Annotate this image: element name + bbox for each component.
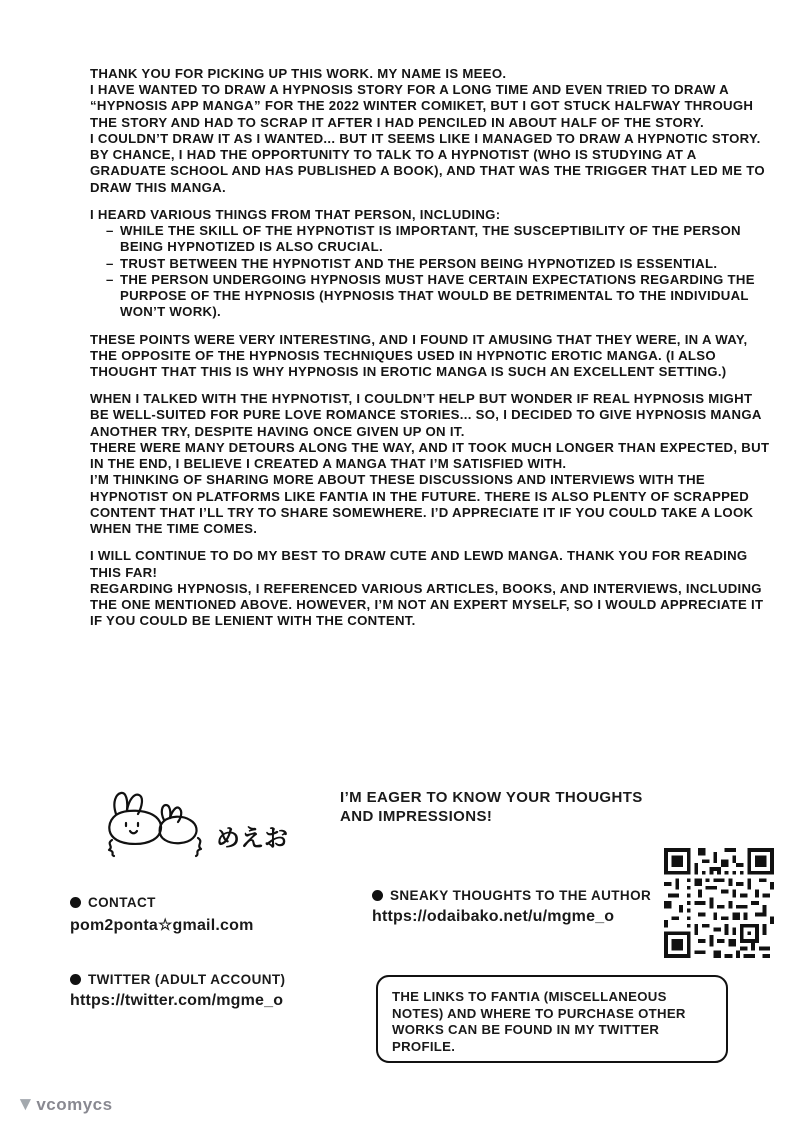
- watermark-label: vcomycs: [36, 1095, 113, 1114]
- contact-label-row: [70, 895, 340, 910]
- afterword-line: I COULDN’T DRAW IT AS I WANTED... BUT IT SEEMS LIKE I MANAGED TO DRAW A HYPNOTIC STORY. BY CHANCE, I HAD THE OPPORTUNITY TO TALK TO A HYPNOTIST (WHO IS STUDYING AT A GRADUATE SCHOOL AND HAS PUBLISHED A BOOK), AND THAT WAS THE TRIGGER THAT LED ME TO DRAW THIS MANGA.: [90, 130, 765, 195]
- note-box: THE LINKS TO FANTIA (MISCELLANEOUS NOTES) AND WHERE TO PURCHASE OTHER WORKS CAN BE FOUND IN MY TWITTER PROFILE.: [376, 975, 728, 1063]
- bullet-dot-icon: [70, 897, 81, 908]
- paragraph-gap: [90, 537, 770, 548]
- dash-icon: –: [106, 223, 114, 239]
- paragraph-gap: [90, 380, 770, 391]
- afterword-line: I WILL CONTINUE TO DO MY BEST TO DRAW CUTE AND LEWD MANGA. THANK YOU FOR READING THIS FAR!: [90, 548, 748, 580]
- afterword-text: [90, 66, 770, 630]
- dash-icon: –: [106, 271, 114, 287]
- list-item: [90, 223, 770, 255]
- list-item-label: TRUST BETWEEN THE HYPNOTIST AND THE PERSON BEING HYPNOTIZED IS ESSENTIAL.: [120, 255, 718, 271]
- afterword-line: THANK YOU FOR PICKING UP THIS WORK. MY NAME IS MEEO.: [90, 66, 507, 81]
- paragraph-gap: [90, 196, 770, 207]
- bullet-dot-icon: [70, 974, 81, 985]
- sneaky-link[interactable]: https://odaibako.net/u/mgme_o: [372, 908, 615, 925]
- twitter-link[interactable]: https://twitter.com/mgme_o: [70, 992, 284, 1009]
- qr-code-icon[interactable]: [664, 848, 774, 958]
- list-item-label: WHILE THE SKILL OF THE HYPNOTIST IS IMPORTANT, THE SUSCEPTIBILITY OF THE PERSON BEING HYPNOTIZED IS ALSO CRUCIAL.: [120, 223, 741, 255]
- afterword-line: I HEARD VARIOUS THINGS FROM THAT PERSON, INCLUDING:: [90, 206, 501, 222]
- hypnosis-points-list: [90, 223, 770, 320]
- afterword-line: THERE WERE MANY DETOURS ALONG THE WAY, AND IT TOOK MUCH LONGER THAN EXPECTED, BUT IN THE END, I BELIEVE I CREATED A MANGA THAT I’M SATISFIED WITH.: [90, 439, 770, 472]
- contact-label: CONTACT: [88, 895, 156, 910]
- twitter-label: TWITTER (ADULT ACCOUNT): [88, 972, 286, 987]
- twitter-label-row: [70, 972, 360, 987]
- bullet-dot-icon: [372, 890, 383, 901]
- watermark-v-icon: ▼: [16, 1094, 36, 1115]
- sneaky-thoughts-block: [372, 888, 672, 926]
- rabbit-mascot-doodle: [98, 788, 288, 858]
- eager-message: I’M EAGER TO KNOW YOUR THOUGHTS AND IMPRESSIONS!: [340, 789, 643, 825]
- dash-icon: –: [106, 255, 114, 271]
- list-item-label: THE PERSON UNDERGOING HYPNOSIS MUST HAVE CERTAIN EXPECTATIONS REGARDING THE PURPOSE OF THE HYPNOSIS (HYPNOSIS THAT WOULD BE DETRIMENTAL TO THE INDIVIDUAL WON’T WORK).: [120, 271, 755, 320]
- list-item: [90, 272, 770, 321]
- signature-name: めえお: [216, 825, 288, 852]
- sneaky-label-row: [372, 888, 672, 903]
- list-item: [90, 256, 770, 272]
- paragraph-gap: [90, 321, 770, 332]
- afterword-line: WHEN I TALKED WITH THE HYPNOTIST, I COULDN’T HELP BUT WONDER IF REAL HYPNOSIS MIGHT BE WELL-SUITED FOR PURE LOVE ROMANCE STORIES... SO, I DECIDED TO GIVE HYPNOSIS MANGA ANOTHER TRY, DESPITE HAVING ONCE GIVEN UP ON IT.: [90, 391, 762, 439]
- contact-email[interactable]: pom2ponta☆gmail.com: [70, 917, 254, 934]
- afterword-line: I’M THINKING OF SHARING MORE ABOUT THESE DISCUSSIONS AND INTERVIEWS WITH THE HYPNOTIST ON PLATFORMS LIKE FANTIA IN THE FUTURE. THERE IS ALSO PLENTY OF SCRAPPED CONTENT THAT I’LL TRY TO SHARE SOMEWHERE. I’D APPRECIATE IT IF YOU COULD TAKE A LOOK WHEN THE TIME COMES.: [90, 472, 754, 537]
- afterword-line: I HAVE WANTED TO DRAW A HYPNOSIS STORY FOR A LONG TIME AND EVEN TRIED TO DRAW A “HYPNOSIS APP MANGA” FOR THE 2022 WINTER COMIKET, BUT I GOT STUCK HALFWAY THROUGH THE STORY AND HAD TO SCRAP IT AFTER I HAD PENCILED IN ABOUT HALF OF THE STORY.: [90, 82, 754, 130]
- contact-block: [70, 895, 340, 935]
- afterword-line: THESE POINTS WERE VERY INTERESTING, AND I FOUND IT AMUSING THAT THEY WERE, IN A WAY, THE OPPOSITE OF THE HYPNOSIS TECHNIQUES USED IN HYPNOTIC EROTIC MANGA. (I ALSO THOUGHT THAT THIS IS WHY HYPNOSIS IN EROTIC MANGA IS SUCH AN EXCELLENT SETTING.): [90, 331, 748, 379]
- twitter-block: [70, 972, 360, 1010]
- sneaky-label: SNEAKY THOUGHTS TO THE AUTHOR: [390, 888, 652, 903]
- afterword-line: REGARDING HYPNOSIS, I REFERENCED VARIOUS ARTICLES, BOOKS, AND INTERVIEWS, INCLUDING THE ONE MENTIONED ABOVE. HOWEVER, I’M NOT AN EXPERT MYSELF, SO I WOULD APPRECIATE IT IF YOU COULD BE LENIENT WITH THE CONTENT.: [90, 580, 764, 629]
- watermark: [16, 1094, 113, 1116]
